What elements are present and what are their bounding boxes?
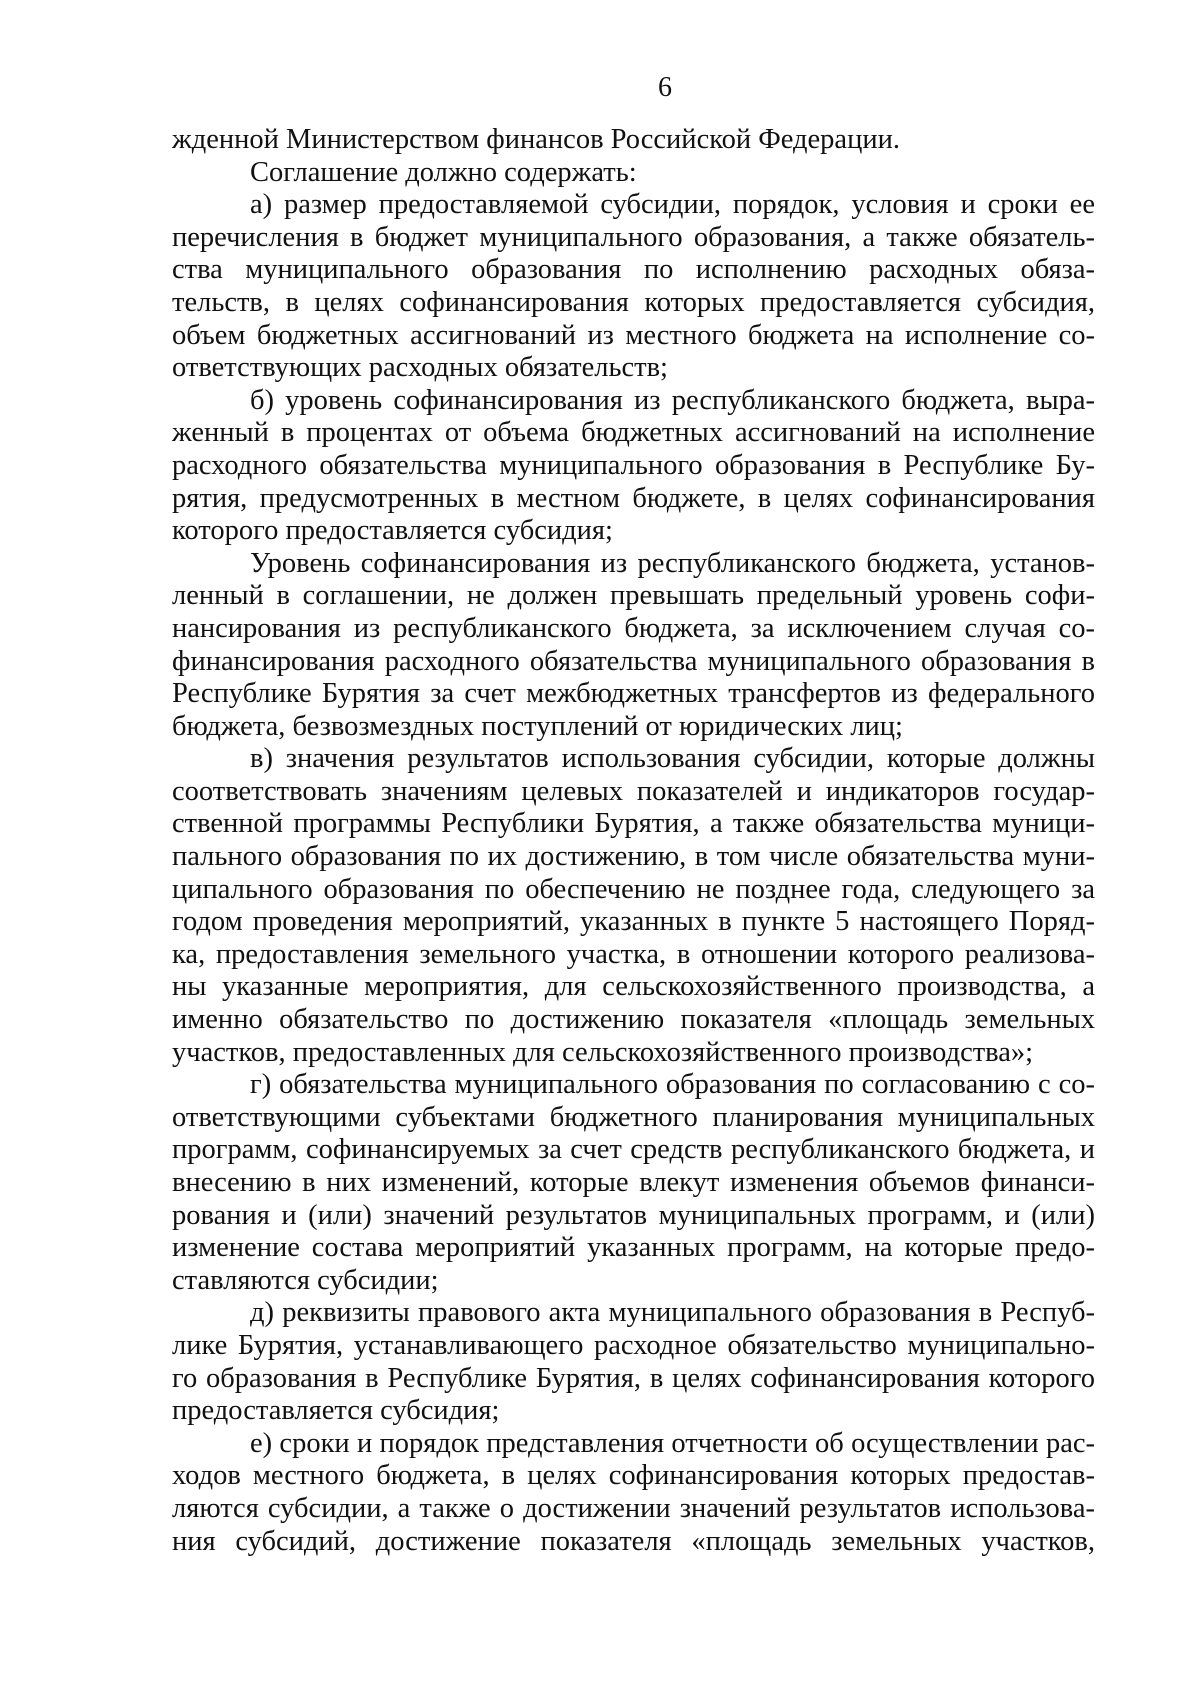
text-line: расходного обязательства муниципального образования в Республике Бу- — [172, 449, 1095, 481]
text-line: именно обязательство по достижению показателя «площадь земельных — [172, 1004, 1095, 1036]
text-line: финансирования расходного обязательства муниципального образования в — [172, 645, 1095, 677]
text-line: ния субсидий, достижение показателя «площадь земельных участков, — [172, 1525, 1095, 1557]
text-line: предоставляется субсидия; — [172, 1395, 500, 1427]
text-line: ходов местного бюджета, в целях софинансирования которых предостав- — [172, 1460, 1095, 1492]
text-line: рятия, предусмотренных в местном бюджете, в целях софинансирования — [172, 482, 1095, 514]
text-line: ципального образования по обеспечению не позднее года, следующего за — [172, 873, 1095, 905]
text-line: нансирования из республиканского бюджета, за исключением случая со- — [172, 612, 1095, 644]
text-line: б) уровень софинансирования из республиканского бюджета, выра- — [250, 384, 1095, 416]
text-line: ляются субсидии, а также о достижении значений результатов использова- — [172, 1492, 1095, 1524]
text-line: пального образования по их достижению, в том числе обязательства муни- — [172, 841, 1095, 873]
document-body — [172, 124, 1095, 1558]
text-line: г) обязательства муниципального образования по согласованию с со- — [250, 1069, 1095, 1101]
text-line: годом проведения мероприятий, указанных в пункте 5 настоящего Поряд- — [172, 906, 1095, 938]
text-line: ленный в соглашении, не должен превышать предельный уровень софи- — [172, 580, 1095, 612]
text-line: участков, предоставленных для сельскохозяйственного производства»; — [172, 1036, 1034, 1068]
text-line: тельств, в целях софинансирования которых предоставляется субсидия, — [172, 286, 1095, 318]
text-line: ны указанные мероприятия, для сельскохозяйственного производства, а — [172, 971, 1095, 1003]
text-line: жденной Министерством финансов Российской Федерации. — [172, 124, 900, 155]
text-line: ства муниципального образования по исполнению расходных обяза- — [172, 254, 1095, 286]
text-line: д) реквизиты правового акта муниципального образования в Респуб- — [250, 1297, 1095, 1329]
text-line: Уровень софинансирования из республиканского бюджета, установ- — [250, 547, 1095, 579]
text-line: внесению в них изменений, которые влекут изменения объемов финанси- — [172, 1167, 1095, 1198]
text-line: лике Бурятия, устанавливающего расходное обязательство муниципально- — [172, 1329, 1095, 1361]
text-line: ка, предоставления земельного участка, в отношении которого реализова- — [172, 938, 1095, 970]
text-line: е) сроки и порядок представления отчетности об осуществлении рас- — [250, 1427, 1095, 1459]
text-line: бюджета, безвозмездных поступлений от юридических лиц; — [172, 710, 903, 742]
text-line: ственной программы Республики Бурятия, а также обязательства муници- — [172, 808, 1095, 840]
text-line: объем бюджетных ассигнований из местного бюджета на исполнение со- — [172, 319, 1095, 351]
text-line: Республике Бурятия за счет межбюджетных трансфертов из федерального — [172, 678, 1095, 710]
text-line: рования и (или) значений результатов муниципальных программ, и (или) — [172, 1199, 1095, 1231]
text-line: в) значения результатов использования субсидии, которые должны — [250, 743, 1095, 775]
text-line: перечисления в бюджет муниципального образования, а также обязатель- — [172, 221, 1095, 253]
text-line: которого предоставляется субсидия; — [172, 515, 613, 547]
text-line: ставляются субсидии; — [172, 1264, 439, 1296]
text-line: ответствующими субъектами бюджетного планирования муниципальных — [172, 1101, 1095, 1133]
text-line: го образования в Республике Бурятия, в целях софинансирования которого — [172, 1362, 1095, 1394]
page-number: 6 — [658, 72, 672, 103]
text-line: программ, софинансируемых за счет средств республиканского бюджета, и — [172, 1134, 1095, 1166]
text-line: Соглашение должно содержать: — [250, 156, 637, 188]
text-line: женный в процентах от объема бюджетных ассигнований на исполнение — [172, 417, 1095, 449]
text-line: а) размер предоставляемой субсидии, порядок, условия и сроки ее — [250, 189, 1095, 221]
text-line: ответствующих расходных обязательств; — [172, 352, 668, 384]
text-line: соответствовать значениям целевых показателей и индикаторов государ- — [172, 775, 1095, 807]
text-line: изменение состава мероприятий указанных программ, на которые предо- — [172, 1232, 1095, 1264]
